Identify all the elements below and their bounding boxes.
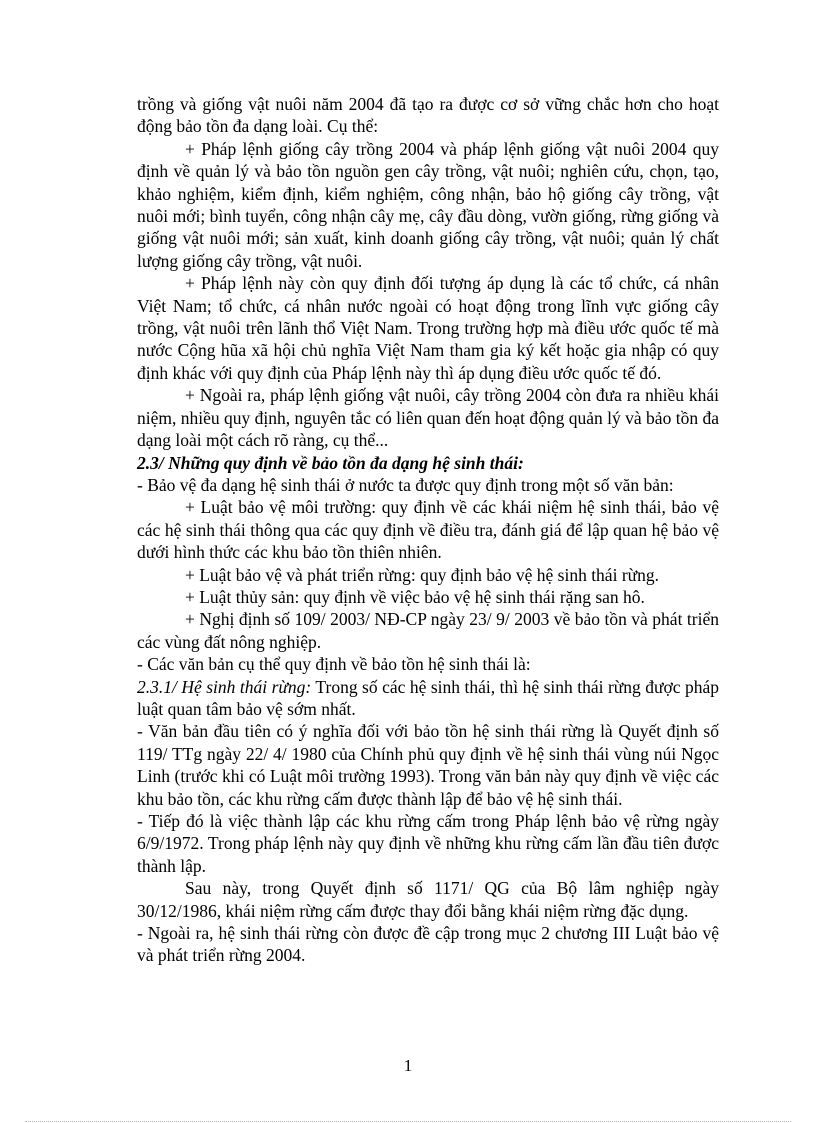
paragraph-decision-119: - Văn bản đầu tiên có ý nghĩa đối với bảo tồn hệ sinh thái rừng là Quyết định số 119/ TTg ngày 22/ 4/ 1980 của Chính phủ quy định về hệ sinh thái vùng núi Ngọc Linh (trước khi có Luật môi trường 1993). Trong văn bản này quy định về việc các khu bảo tồn, các khu rừng cấm được thành lập để bảo vệ hệ sinh thái.	[137, 721, 719, 809]
paragraph-concepts: + Ngoài ra, pháp lệnh giống vật nuôi, cây trồng 2004 còn đưa ra nhiều khái niệm, nhiều quy định, nguyên tắc có liên quan đến hoạt động quản lý và bảo tồn đa dạng loài một cách rõ ràng, cụ thể...	[137, 385, 719, 451]
paragraph-forest-law: + Luật bảo vệ và phát triển rừng: quy định bảo vệ hệ sinh thái rừng.	[185, 564, 660, 585]
paragraph-scope: + Pháp lệnh này còn quy định đối tượng áp dụng là các tổ chức, cá nhân Việt Nam; tổ chức, cá nhân nước ngoài có hoạt động trong lĩnh vực giống cây trồng, vật nuôi trên lãnh thổ Việt Nam. Trong trường hợp mà điều ước quốc tế mà nước Cộng hũa xã hội chủ nghĩa Việt Nam tham gia ký kết hoặc gia nhập có quy định khác với quy định của Pháp lệnh này thì áp dụng điều ước quốc tế đó.	[137, 273, 719, 383]
paragraph-intro: trồng và giống vật nuôi năm 2004 đã tạo ra được cơ sở vững chắc hơn cho hoạt động bảo tồn đa dạng loài. Cụ thể:	[137, 94, 719, 137]
paragraph-decree-109: + Nghị định số 109/ 2003/ NĐ-CP ngày 23/ 9/ 2003 về bảo tồn và phát triển các vùng đất nông nghiệp.	[137, 609, 719, 652]
paragraph-forest-ecosystem	[137, 676, 719, 721]
paragraph-environment-law: + Luật bảo vệ môi trường: quy định về các khái niệm hệ sinh thái, bảo vệ các hệ sinh thái thông qua các quy định về điều tra, đánh giá để lập quan hệ bảo vệ dưới hình thức các khu bảo tồn thiên nhiên.	[137, 497, 719, 563]
paragraph-forest-law-2004: - Ngoài ra, hệ sinh thái rừng còn được đề cập trong mục 2 chương III Luật bảo vệ và phát triển rừng 2004.	[137, 923, 719, 966]
page-number: 1	[403, 1056, 413, 1075]
document-body	[137, 93, 719, 967]
paragraph-fisheries-law: + Luật thủy sản: quy định về việc bảo vệ hệ sinh thái rặng san hô.	[185, 586, 645, 607]
paragraph-decision-1171: Sau này, trong Quyết định số 1171/ QG của Bộ lâm nghiệp ngày 30/12/1986, khái niệm rừng cấm được thay đổi bằng khái niệm rừng đặc dụng.	[137, 878, 719, 921]
paragraph-plant-animal-ordinance: + Pháp lệnh giống cây trồng 2004 và pháp lệnh giống vật nuôi 2004 quy định về quản lý và bảo tồn nguồn gen cây trồng, vật nuôi; nghiên cứu, chọn, tạo, khảo nghiệm, kiểm định, kiểm nghiệm, công nhận, bảo hộ giống cây trồng, vật nuôi mới; bình tuyển, công nhận cây mẹ, cây đầu dòng, vườn giống, rừng giống và giống vật nuôi mới; sản xuất, kinh doanh giống cây trồng, vật nuôi; quản lý chất lượng giống cây trồng, vật nuôi.	[137, 138, 719, 271]
section-heading-2-3: 2.3/ Những quy định về bảo tồn đa dạng hệ sinh thái:	[137, 452, 524, 473]
subsection-text-2-3-1: Trong số các hệ sinh thái, thì hệ sinh thái rừng được pháp luật quan tâm bảo vệ sớm nhất.	[137, 676, 719, 719]
subsection-label-2-3-1: 2.3.1/ Hệ sinh thái rừng:	[137, 676, 312, 697]
paragraph-protected-forests: - Tiếp đó là việc thành lập các khu rừng cấm trong Pháp lệnh bảo vệ rừng ngày 6/9/1972. Trong pháp lệnh này quy định về những khu rừng cấm lần đầu tiên được thành lập.	[137, 811, 719, 876]
page-bottom-divider	[25, 1121, 791, 1122]
paragraph-specific-documents: - Các văn bản cụ thể quy định về bảo tồn hệ sinh thái là:	[137, 654, 531, 675]
paragraph-ecosystem-protection: - Bảo vệ đa dạng hệ sinh thái ở nước ta được quy định trong một số văn bản:	[137, 474, 674, 495]
